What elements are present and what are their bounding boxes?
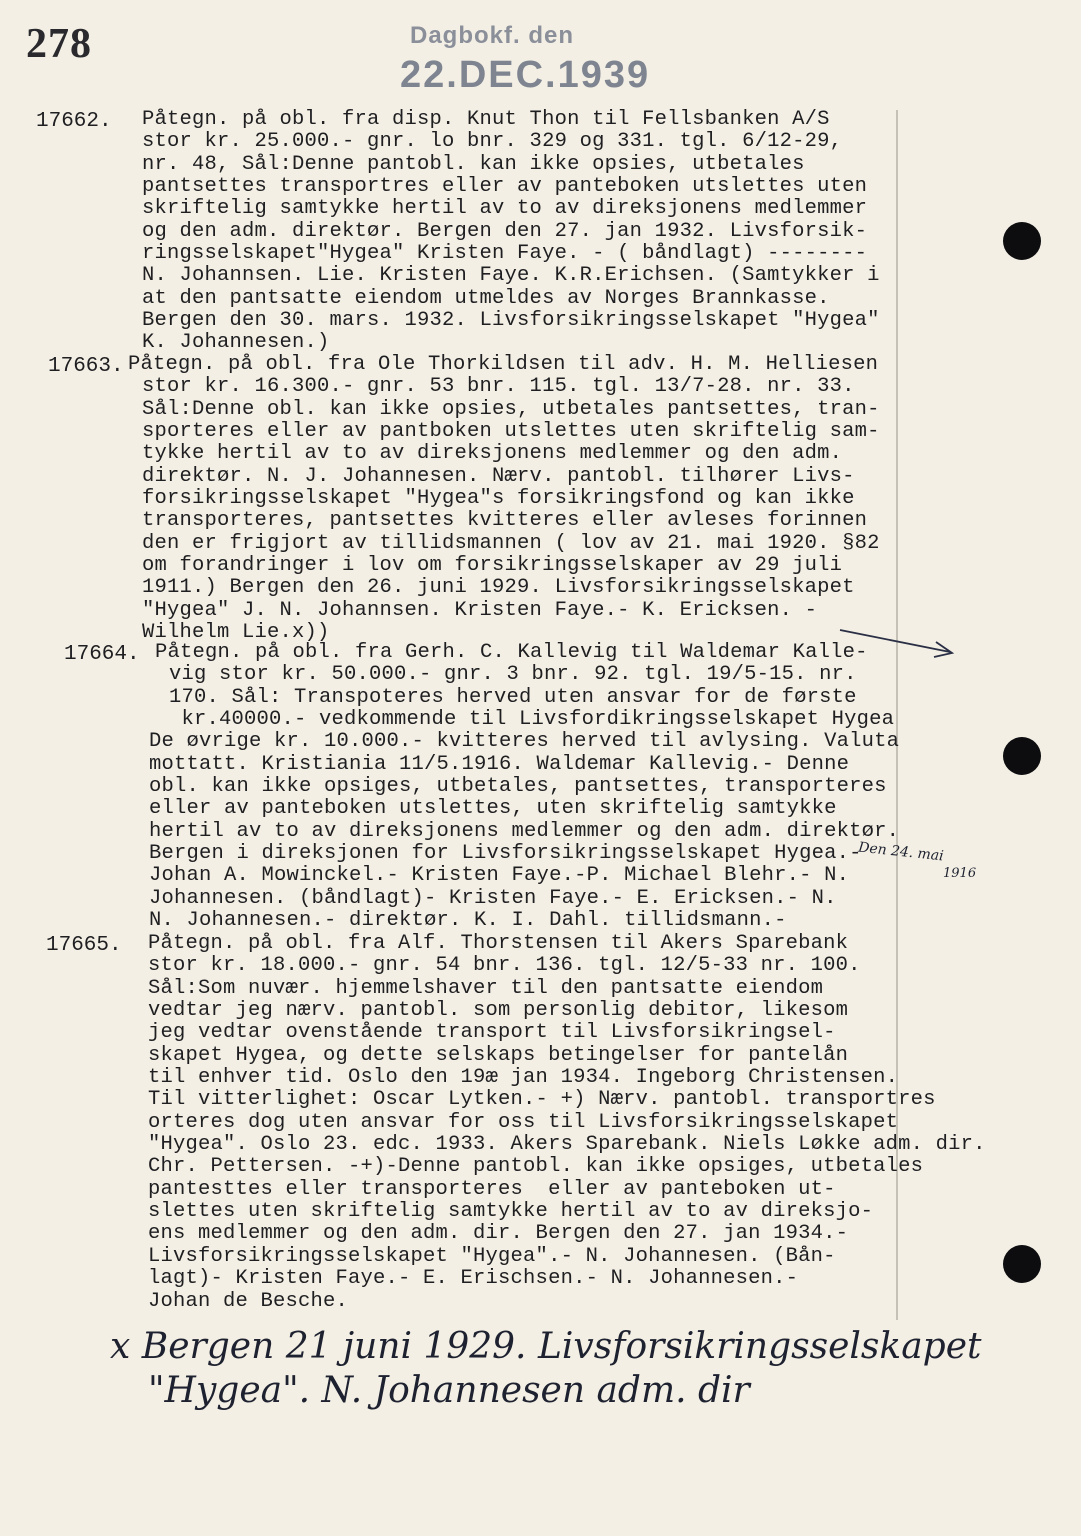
entry-line: den er frigjort av tillidsmannen ( lov av 21. mai 1920. §82 (142, 531, 880, 555)
entry-line: Bergen den 30. mars. 1932. Livsforsikringsselskapet "Hygea" (142, 309, 880, 333)
entry-number: 17664. (64, 643, 140, 666)
entry-line: N. Johannsen. Lie. Kristen Faye. K.R.Erichsen. (Samtykker i (142, 264, 880, 288)
entry-line: jeg vedtar ovenstående transport til Livsforsikringsel- (148, 1021, 836, 1045)
entry-line: Til vitterlighet: Oscar Lytken.- +) Nærv. pantobl. transportres (148, 1088, 936, 1112)
entry-line: om forandringer i lov om forsikringsselskaper av 29 juli (142, 554, 843, 578)
entry-line: vig stor kr. 50.000.- gnr. 3 bnr. 92. tgl. 19/5-15. nr. (169, 663, 857, 687)
entry-line: lagt)- Kristen Faye.- E. Erischsen.- N. Johannesen.- (148, 1267, 799, 1291)
entry-number: 17662. (36, 110, 112, 133)
binder-hole (1003, 222, 1041, 260)
entry-text (142, 109, 880, 355)
entry-line: Bergen i direksjonen for Livsforsikringsselskapet Hygea.- (149, 842, 862, 866)
entry-line: nr. 48, Sål:Denne pantobl. kan ikke opsies, utbetales (142, 152, 805, 176)
entry-line: Johannesen. (båndlagt)- Kristen Faye.- E. Ericksen.- N. (149, 886, 837, 910)
entry-line: Påtegn. på obl. fra disp. Knut Thon til Fellsbanken A/S (142, 108, 830, 131)
entry-line: mottatt. Kristiania 11/5.1916. Waldemar Kallevig.- Denne (149, 752, 850, 776)
entry-line: sporteres eller av pantboken utslettes uten skriftelig sam- (142, 420, 880, 444)
entry-line: obl. kan ikke opsiges, utbetales, pantsettes, transporteres (149, 775, 887, 799)
entry-line: kr.40000.- vedkommende til Livsfordikringsselskapet Hygea (169, 708, 895, 732)
entry-line: orteres dog uten ansvar for oss til Livsforsikringsselskapet (148, 1110, 899, 1134)
entry-line: Påtegn. på obl. fra Gerh. C. Kallevig til Waldemar Kalle- (155, 641, 868, 664)
page-number: 278 (26, 21, 92, 67)
entry-line: Wilhelm Lie.x)) (142, 621, 330, 645)
entry-line: pantesttes eller transporteres eller av panteboken ut- (148, 1177, 836, 1201)
date-stamp-title: Dagbokf. den (410, 22, 575, 49)
entry-line: De øvrige kr. 10.000.- kvitteres herved til avlysing. Valuta (149, 730, 900, 754)
entry-line: Chr. Pettersen. -+)-Denne pantobl. kan ikke opsiges, utbetales (148, 1155, 924, 1179)
entry-line: slettes uten skriftelig samtykke hertil av to av direksjo- (148, 1200, 874, 1224)
entry-line: Livsforsikringsselskapet "Hygea".- N. Johannesen. (Bån- (148, 1244, 836, 1268)
entry-line: ringsselskapet"Hygea" Kristen Faye. - ( båndlagt) -------- (142, 242, 868, 266)
entry-line: hertil av to av direksjonens medlemmer og den adm. direktør. (149, 819, 900, 843)
entry-line: Johan A. Mowinckel.- Kristen Faye.-P. Michael Blehr.- N. (149, 864, 850, 888)
entry-line: og den adm. direktør. Bergen den 27. jan 1932. Livsforsik- (142, 219, 868, 243)
entry-line: Sål:Som nuvær. hjemmelshaver til den pantsatte eiendom (148, 976, 824, 1000)
handwritten-margin-note: Den 24. mai (857, 839, 945, 865)
date-stamp-date: 22.DEC.1939 (400, 54, 651, 96)
handwritten-arrow-icon (838, 622, 958, 662)
binder-hole (1003, 737, 1041, 775)
handwritten-footer-line: "Hygea". N. Johannesen adm. dir (148, 1370, 750, 1411)
entry-line: til enhver tid. Oslo den 19æ jan 1934. Ingeborg Christensen. (148, 1066, 899, 1090)
entry-line: tykke hertil av to av direksjonens medlemmer og den adm. (142, 442, 843, 466)
entry-line: Johan de Besche. (148, 1289, 349, 1313)
entry-line: direktør. N. J. Johannesen. Nærv. pantobl. tilhører Livs- (142, 464, 855, 488)
entry-number: 17663. (48, 355, 124, 378)
entry-line: skapet Hygea, og dette selskaps betingelser for pantelån (148, 1043, 849, 1067)
entry-line: skriftelig samtykke hertil av to av direksjonens medlemmer (142, 197, 868, 221)
entry-line: Påtegn. på obl. fra Alf. Thorstensen til Akers Sparebank (148, 932, 849, 955)
entry-line: vedtar jeg nærv. pantobl. som personlig debitor, likesom (148, 999, 849, 1023)
entry-line: stor kr. 18.000.- gnr. 54 bnr. 136. tgl. 12/5-33 nr. 100. (148, 954, 861, 978)
entry-line: pantsettes transportres eller av panteboken utslettes uten (142, 175, 868, 199)
entry-text (149, 641, 900, 933)
entry-text (148, 933, 986, 1313)
entry-line: N. Johannesen.- direktør. K. I. Dahl. tillidsmann.- (149, 909, 787, 933)
entry-line: stor kr. 25.000.- gnr. lo bnr. 329 og 331. tgl. 6/12-29, (142, 130, 843, 154)
entry-line: Påtegn. på obl. fra Ole Thorkildsen til adv. H. M. Helliesen (128, 353, 879, 376)
entry-line: forsikringsselskapet "Hygea"s forsikringsfond og kan ikke (142, 487, 855, 511)
entry-line: K. Johannesen.) (142, 331, 330, 355)
handwritten-footer-line: x Bergen 21 juni 1929. Livsforsikringsselskapet (110, 1326, 982, 1367)
entry-text (128, 354, 880, 644)
entry-line: 170. Sål: Transpoteres herved uten ansvar for de første (169, 685, 857, 709)
entry-line: ens medlemmer og den adm. dir. Bergen den 27. jan 1934.- (148, 1222, 849, 1246)
entry-line: at den pantsatte eiendom utmeldes av Norges Brannkasse. (142, 286, 830, 310)
entry-line: eller av panteboken utslettes, uten skriftelig samtykke (149, 797, 837, 821)
entry-number: 17665. (46, 934, 122, 957)
entry-line: Sål:Denne obl. kan ikke opsies, utbetales pantsettes, tran- (142, 397, 880, 421)
handwritten-margin-note: 1916 (943, 866, 977, 881)
entry-line: 1911.) Bergen den 26. juni 1929. Livsforsikringsselskapet (142, 576, 855, 600)
entry-line: "Hygea". Oslo 23. edc. 1933. Akers Sparebank. Niels Løkke adm. dir. (148, 1133, 986, 1157)
binder-hole (1003, 1245, 1041, 1283)
entry-line: stor kr. 16.300.- gnr. 53 bnr. 115. tgl. 13/7-28. nr. 33. (142, 375, 855, 399)
entry-line: "Hygea" J. N. Johannsen. Kristen Faye.- K. Ericksen. - (142, 598, 818, 622)
entry-line: transporteres, pantsettes kvitteres eller avleses forinnen (142, 509, 868, 533)
